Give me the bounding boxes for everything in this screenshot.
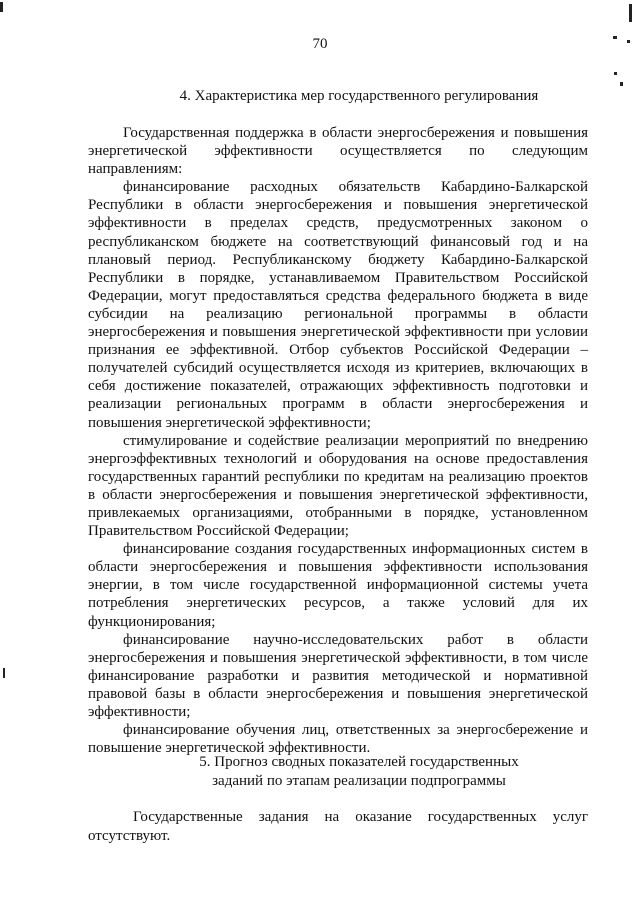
paragraph-research: финансирование научно-исследовательских работ в области энергосбережения и повышения энергетической эффективности, в том числе финансирование разработки и развития методической и нормативной правовой базы в области энергосбережения и повышения энергетической эффективности;: [88, 631, 588, 720]
paragraph-intro: Государственная поддержка в области энергосбережения и повышения энергетической эффективности осуществляется по следующим направлениям:: [88, 125, 588, 178]
scan-dot-2: [627, 40, 630, 43]
paragraph-stimulation: стимулирование и содействие реализации мероприятий по внедрению энергоэффективных технологий и оборудования на основе предоставления государственных гарантий республики по кредитам на реализацию проектов в области энергосбережения и повышения энергетической эффективности, привлекаемых организациями, отобранными в порядке, установленном Правительством Российской Федерации;: [88, 432, 588, 540]
paragraph-financing-obligations: финансирование расходных обязательств Кабардино-Балкарской Республики в области энергосбережения и повышения энергетической эффективности в пределах средств, предусмотренных законом о республиканском бюджете на соответствующий финансовый год и на плановый период. Республиканскому бюджету Кабардино-Балкарской Республики в порядке, устанавливаемом Правительством Российской Федерации, могут предоставляться средства федерального бюджета в виде субсидии на реализацию региональной программы в области энергосбережения и повышения энергетической эффективности при условии признания ее эффективной. Отбор субъектов Российской Федерации – получателей субсидий осуществляется исходя из критериев, включающих в себя достижение показателей, отражающих эффективность подготовки и реализации региональных программ в области энергосбережения и повышения энергетической эффективности;: [88, 179, 588, 431]
section-5-heading-line-1: 5. Прогноз сводных показателей государственных: [199, 754, 519, 770]
paragraph-information-systems: финансирование создания государственных информационных систем в области энергосбережения и повышения эффективности использования энергии, в том числе государственной информационной системы учета потребления энергетических ресурсов, а также условий для их функционирования;: [88, 541, 588, 630]
scan-mark-left-top: [0, 2, 3, 12]
scan-mark-left-mid: [3, 668, 5, 678]
scan-mark-right-top: [629, 4, 632, 22]
paragraph-training: финансирование обучения лиц, ответственных за энергосбережение и повышение энергетической эффективности.: [88, 722, 588, 757]
section-5-body: [88, 808, 588, 846]
paragraph-state-tasks: Государственные задания на оказание государственных услуг отсутствуют.: [88, 809, 588, 844]
scan-dot-3: [614, 72, 617, 75]
page-number: 70: [312, 36, 328, 52]
scan-dot-4: [620, 82, 623, 86]
section-4-heading: 4. Характеристика мер государственного регулирования: [179, 88, 539, 104]
scan-dot-1: [613, 36, 617, 39]
section-5-heading-line-2: заданий по этапам реализации подпрограммы: [212, 773, 506, 789]
section-5-heading: [150, 753, 568, 791]
section-4-body: [88, 124, 588, 757]
